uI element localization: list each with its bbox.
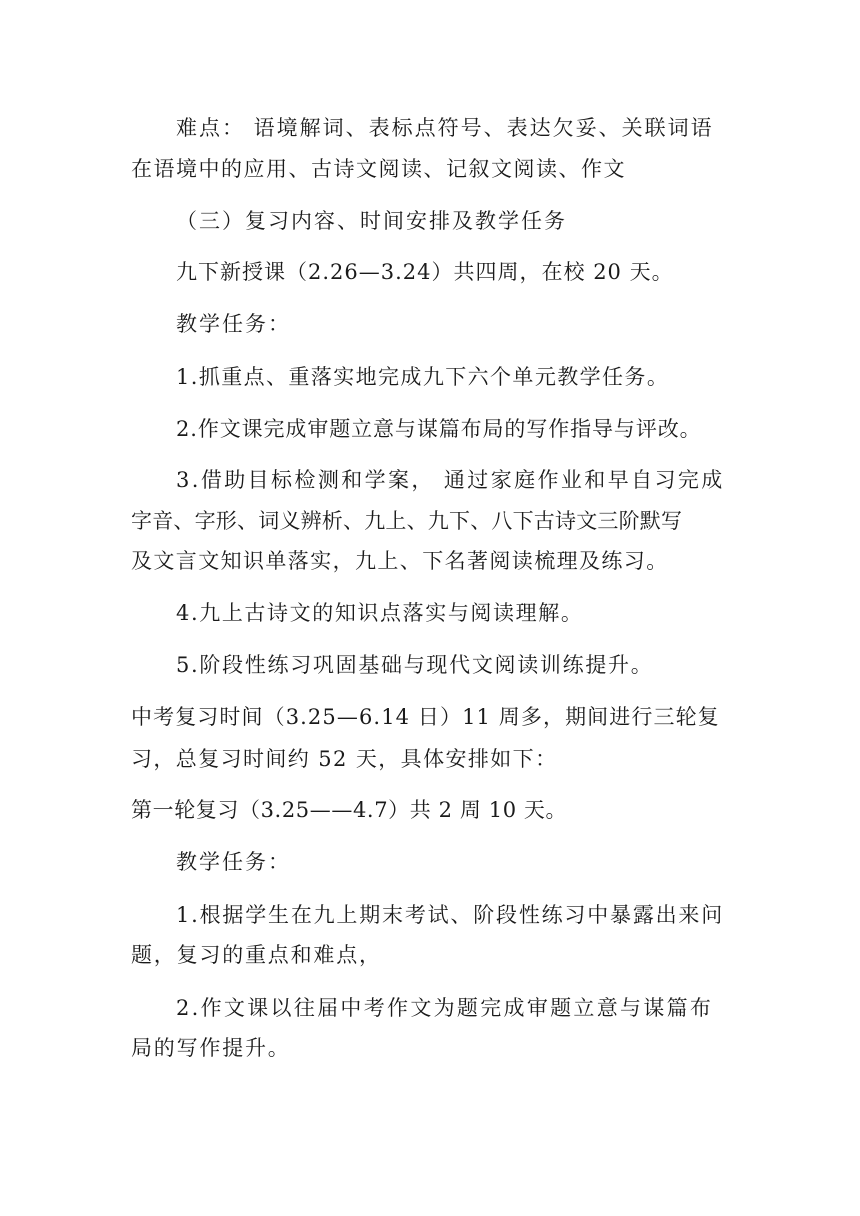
task2-item-1-line1: 1.根据学生在九上期末考试、阶段性练习中暴露出来问 bbox=[176, 903, 725, 927]
paragraph-first-round: 第一轮复习（3.25——4.7）共 2 周 10 天。 bbox=[131, 798, 568, 822]
task-item-2: 2.作文课完成审题立意与谋篇布局的写作指导与评改。 bbox=[176, 417, 702, 441]
task2-item-1-line2: 题，复习的重点和难点， bbox=[131, 943, 382, 967]
task-item-1: 1.抓重点、重落实地完成九下六个单元教学任务。 bbox=[176, 365, 670, 389]
task-item-5: 5.阶段性练习巩固基础与现代文阅读训练提升。 bbox=[176, 653, 654, 677]
paragraph-exam-review-line2: 习，总复习时间约 52 天，具体安排如下： bbox=[131, 747, 558, 771]
task-item-3-line1: 3.借助目标检测和学案， 通过家庭作业和早自习完成 bbox=[176, 468, 725, 492]
label-teaching-tasks: 教学任务： bbox=[176, 312, 291, 336]
task-item-3-line2: 字音、字形、词义辨析、九上、九下、八下古诗文三阶默写 bbox=[131, 509, 683, 533]
task2-item-2-line2: 局的写作提升。 bbox=[131, 1036, 291, 1060]
paragraph-exam-review-line1: 中考复习时间（3.25—6.14 日）11 周多，期间进行三轮复 bbox=[131, 705, 720, 729]
paragraph-difficulties-line2: 在语境中的应用、古诗文阅读、记叙文阅读、作文 bbox=[131, 157, 626, 181]
paragraph-new-lessons: 九下新授课（2.26—3.24）共四周，在校 20 天。 bbox=[176, 260, 674, 284]
task2-item-2-line1: 2.作文课以往届中考作文为题完成审题立意与谋篇布 bbox=[176, 996, 714, 1020]
paragraph-difficulties-line1: 难点： 语境解词、表标点符号、表达欠妥、关联词语 bbox=[176, 116, 714, 140]
task-item-3-line3: 及文言文知识单落实，九上、下名著阅读梳理及练习。 bbox=[131, 549, 669, 573]
task-item-4: 4.九上古诗文的知识点落实与阅读理解。 bbox=[176, 601, 584, 625]
label-teaching-tasks-2: 教学任务： bbox=[176, 850, 291, 874]
section-heading-review-content: （三）复习内容、时间安排及教学任务 bbox=[176, 209, 567, 233]
